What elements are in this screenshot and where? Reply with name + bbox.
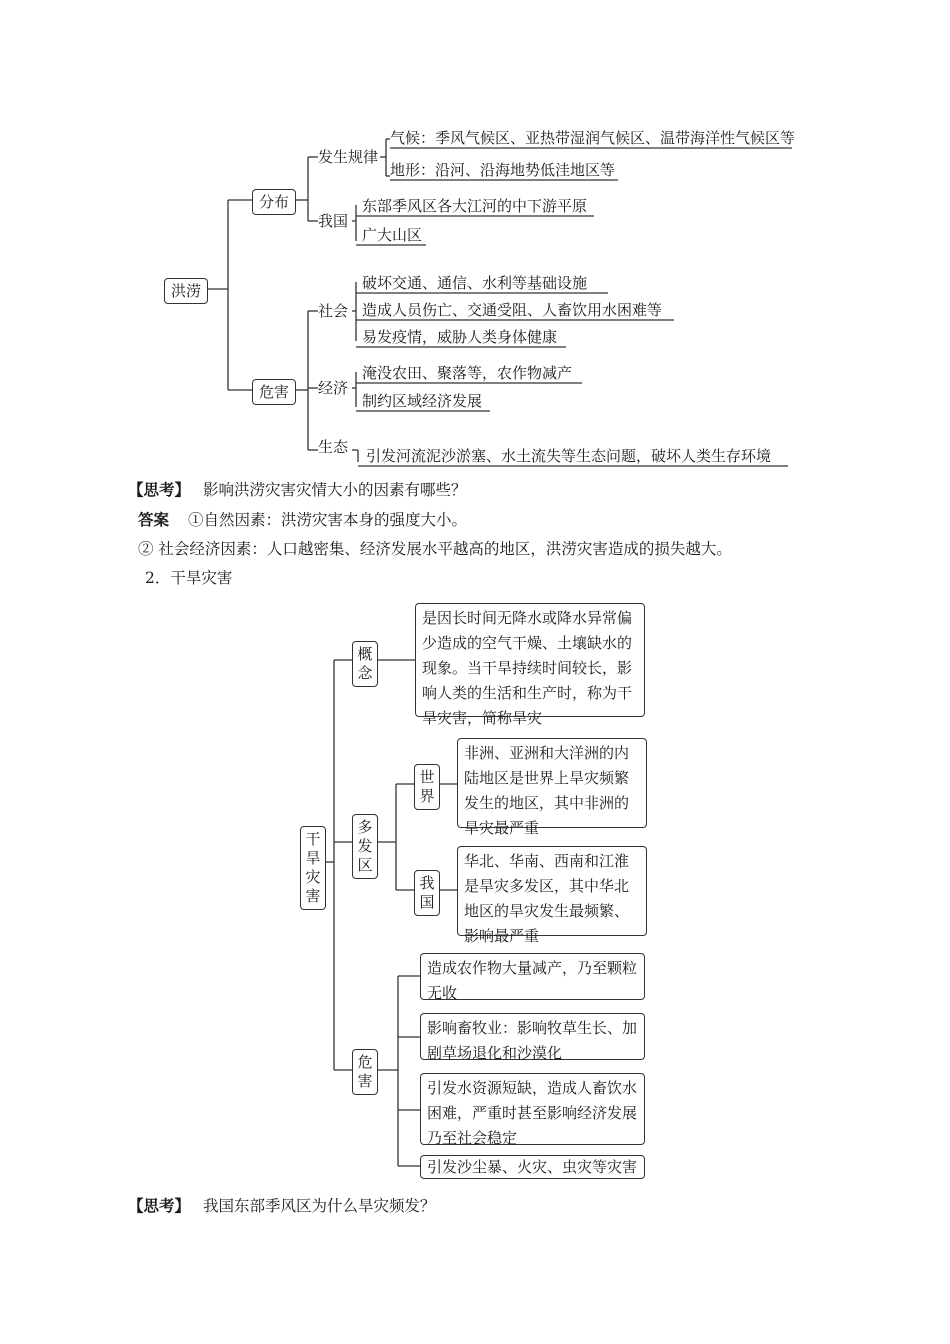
flood-china-item: 广大山区 xyxy=(362,226,423,244)
think2-line xyxy=(128,1195,435,1217)
drought-world-text: 非洲、亚洲和大洋洲的内陆地区是世界上旱灾频繁发生的地区，其中非洲的旱灾最严重 xyxy=(464,744,630,837)
drought-harm-item-box xyxy=(420,1013,645,1060)
drought-world-text-box xyxy=(457,738,647,837)
flood-china-label: 我国 xyxy=(318,212,349,230)
drought-china-text-box xyxy=(457,846,647,945)
flood-society-item: 造成人员伤亡、交通受阻、人畜饮用水困难等 xyxy=(362,301,663,319)
drought-world-box xyxy=(414,764,440,810)
flood-root-box xyxy=(164,278,208,304)
drought-root-box xyxy=(300,826,326,910)
flood-ecology-label: 生态 xyxy=(318,438,349,456)
drought-concept-text: 是因长时间无降水或降水异常偏少造成的空气干燥、土壤缺水的现象。当干旱持续时间较长，影响人类的生活和生产时，称为干旱灾害，简称旱灾 xyxy=(422,609,633,727)
flood-root-label: 洪涝 xyxy=(171,282,202,300)
drought-world-label: 世界 xyxy=(419,768,435,805)
flood-climate-text: 气候：季风气候区、亚热带湿润气候区、温带海洋性气候区等 xyxy=(390,129,796,147)
drought-harm-label: 危害 xyxy=(357,1053,373,1090)
drought-harm-item: 引发水资源短缺，造成人畜饮水困难，严重时甚至影响经济发展乃至社会稳定 xyxy=(427,1079,638,1147)
answer1-line xyxy=(138,509,467,531)
drought-harm-item: 造成农作物大量减产，乃至颗粒无收 xyxy=(427,959,638,1002)
answer1-line2: ② 社会经济因素：人口越密集、经济发展水平越高的地区，洪涝灾害造成的损失越大。 xyxy=(138,540,732,558)
drought-frequent-box xyxy=(352,814,378,879)
drought-harm-item-box xyxy=(420,1155,645,1179)
flood-harm-box xyxy=(252,379,296,405)
flood-society-item: 易发疫情，威胁人类身体健康 xyxy=(362,328,558,346)
flood-terrain-text: 地形：沿河、沿海地势低洼地区等 xyxy=(390,161,616,179)
flood-economy-label: 经济 xyxy=(318,379,349,397)
drought-harm-item: 影响畜牧业：影响牧草生长、加剧草场退化和沙漠化 xyxy=(427,1019,638,1062)
section-title-drought: 2．干旱灾害 xyxy=(145,569,233,587)
answer1-tag: 答案 xyxy=(138,510,170,529)
drought-frequent-label: 多发区 xyxy=(357,818,373,874)
drought-harm-item-box xyxy=(420,953,645,1000)
drought-harm-item: 引发沙尘暴、火灾、虫灾等灾害 xyxy=(427,1158,638,1176)
drought-concept-box xyxy=(352,641,378,687)
answer1-line1: ①自然因素：洪涝灾害本身的强度大小。 xyxy=(187,511,467,529)
flood-society-label: 社会 xyxy=(318,302,349,320)
drought-root-label: 干旱灾害 xyxy=(305,830,321,905)
drought-concept-text-box xyxy=(415,603,645,727)
drought-harm-box xyxy=(352,1049,378,1095)
flood-distribution-label: 分布 xyxy=(259,193,290,211)
flood-society-item: 破坏交通、通信、水利等基础设施 xyxy=(362,274,588,292)
drought-concept-label: 概念 xyxy=(357,645,373,682)
drought-china-label: 我国 xyxy=(419,874,435,911)
flood-distribution-box xyxy=(252,189,296,215)
drought-china-text: 华北、华南、西南和江淮是旱灾多发区，其中华北地区的旱灾发生最频繁、影响最严重 xyxy=(464,852,630,945)
think2-tag: 【思考】 xyxy=(128,1196,191,1215)
drought-china-box xyxy=(414,870,440,916)
think2-question: 我国东部季风区为什么旱灾频发？ xyxy=(202,1197,436,1215)
flood-economy-item: 制约区域经济发展 xyxy=(362,392,483,410)
drought-harm-item-box xyxy=(420,1073,645,1145)
think1-tag: 【思考】 xyxy=(128,480,191,499)
flood-ecology-item: 引发河流泥沙淤塞、水土流失等生态问题，破坏人类生存环境 xyxy=(366,447,772,465)
think1-line xyxy=(128,479,466,501)
flood-economy-item: 淹没农田、聚落等，农作物减产 xyxy=(362,364,573,382)
flood-china-item: 东部季风区各大江河的中下游平原 xyxy=(362,197,588,215)
think1-question: 影响洪涝灾害灾情大小的因素有哪些？ xyxy=(202,481,467,499)
flood-pattern-label: 发生规律 xyxy=(318,148,379,166)
flood-harm-label: 危害 xyxy=(259,383,290,401)
